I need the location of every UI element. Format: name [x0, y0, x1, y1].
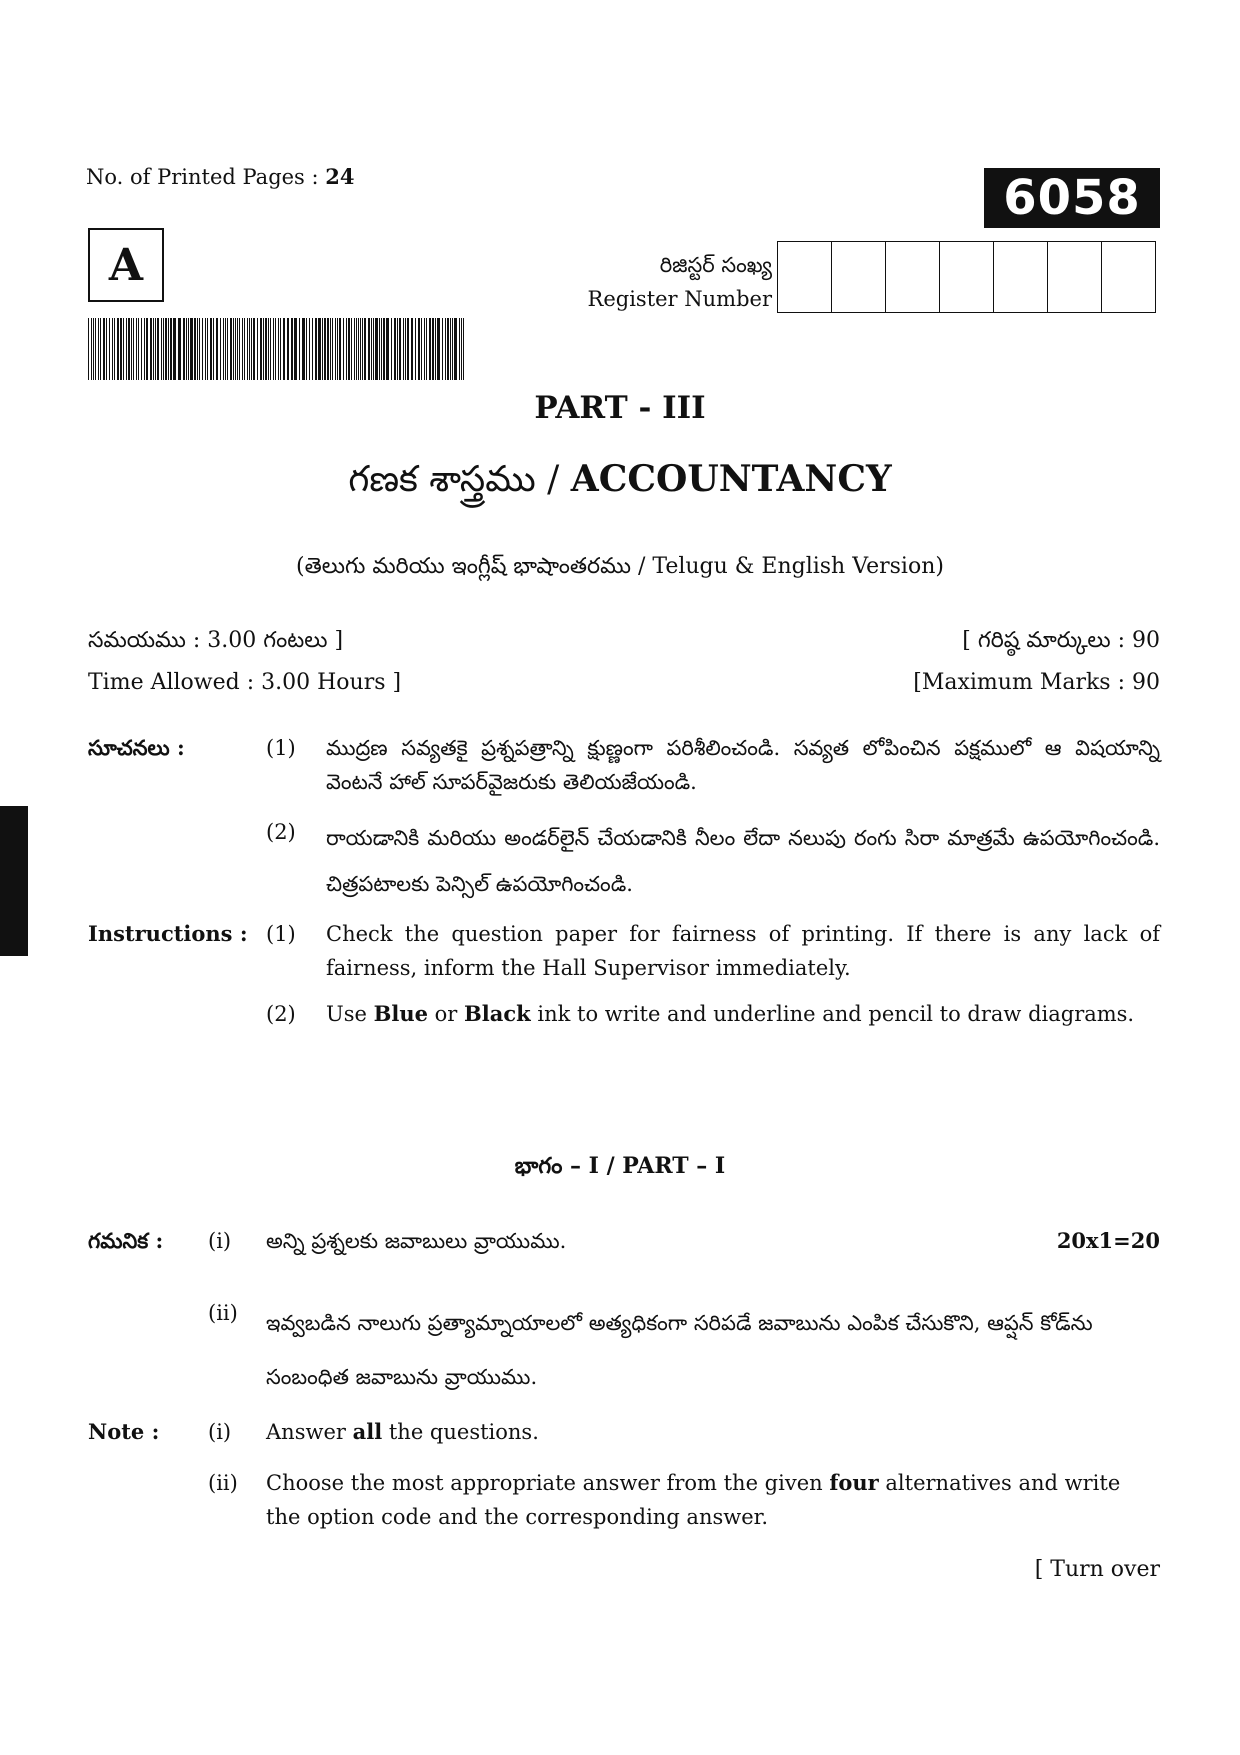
register-number-boxes[interactable]: [777, 241, 1156, 313]
subject-title-english: ACCOUNTANCY: [570, 458, 892, 500]
register-digit-cell[interactable]: [778, 242, 832, 312]
part-title: PART - III: [534, 390, 706, 426]
note-text-part: Answer: [266, 1420, 346, 1444]
time-allowed-english: Time Allowed : 3.00 Hours ]: [88, 670, 402, 695]
instruction-text: [326, 997, 1160, 1031]
note-text-part: alternatives and write the option code and the corresponding answer.: [266, 1471, 1121, 1529]
time-marks-telugu: [88, 628, 1160, 658]
note-text-part: Choose the most appropriate answer from the given: [266, 1471, 823, 1495]
instruction-text-part: ink to write and underline and pencil to draw diagrams.: [537, 1002, 1135, 1026]
register-label-english: Register Number: [587, 287, 772, 311]
note-bold-word: all: [352, 1419, 383, 1444]
instruction-bold-word: Blue: [373, 1001, 428, 1026]
note-text: ఇవ్వబడిన నాలుగు ప్రత్యామ్నాయాలలో అత్యధికంగా సరిపడే జవాబును ఎంపిక చేసుకొని, ఆప్షన్ కోడ్‌ను సంబంధిత జవాబును వ్రాయుము.: [266, 1311, 1093, 1389]
printed-pages-line: [86, 164, 355, 189]
register-label-telugu: రిజిస్టర్ సంఖ్య: [659, 253, 772, 277]
note-bold-word: four: [829, 1470, 879, 1495]
register-number-labels: [540, 248, 772, 316]
margin-alignment-mark: [0, 806, 28, 956]
instruction-bold-word: Black: [464, 1001, 531, 1026]
time-marks-english: [88, 670, 1160, 695]
turn-over-label: [ Turn over: [1034, 1557, 1160, 1582]
subject-title: [0, 458, 1240, 509]
note-text: అన్ని ప్రశ్నలకు జవాబులు వ్రాయుము.: [266, 1229, 567, 1253]
instruction-number: (1): [266, 922, 296, 946]
note-text: [266, 1466, 1160, 1534]
max-marks-english: [Maximum Marks : 90: [913, 670, 1160, 695]
subject-title-telugu: గణక శాస్త్రము /: [348, 459, 560, 500]
note-text: [266, 1415, 1160, 1449]
instructions-heading-telugu: సూచనలు :: [88, 735, 185, 760]
note-heading-english: Note :: [88, 1419, 160, 1444]
note-number: (i): [208, 1420, 232, 1444]
instruction-text: రాయడానికి మరియు అండర్‌లైన్ చేయడానికి నీలం లేదా నలుపు రంగు సిరా మాత్రమే ఉపయోగించండి. చిత్రపటాలకు పెన్సిల్ ఉపయోగించండి.: [326, 826, 1160, 896]
series-letter-box: A: [88, 228, 164, 302]
register-digit-cell[interactable]: [832, 242, 886, 312]
register-digit-cell[interactable]: [1102, 242, 1156, 312]
instruction-number: (2): [266, 820, 296, 844]
instruction-text-part: or: [434, 1002, 458, 1026]
marks-allocation: 20x1=20: [1056, 1228, 1160, 1253]
register-digit-cell[interactable]: [994, 242, 1048, 312]
version-line: (తెలుగు మరియు ఇంగ్లీష్ భాషాంతరము / Telugu & English Version): [296, 554, 944, 579]
instruction-text: ముద్రణ సవ్యతకై ప్రశ్నపత్రాన్ని క్షుణ్ణంగా పరిశీలించండి. సవ్యత లోపించిన పక్షములో ఆ విషయాన్ని వెంటనే హాల్ సూపర్‌వైజరుకు తెలియజేయండి.: [326, 736, 1160, 794]
note-heading-telugu: గమనిక :: [88, 1228, 164, 1253]
time-allowed-telugu: సమయము : 3.00 గంటలు ]: [88, 628, 344, 653]
note-text-part: the questions.: [388, 1420, 539, 1444]
instruction-text: Check the question paper for fairness of printing. If there is any lack of fairness, inform the Hall Supervisor immediately.: [326, 922, 1160, 980]
instruction-text-part: Use: [326, 1002, 367, 1026]
instruction-number: (2): [266, 1002, 296, 1026]
note-number: (ii): [208, 1301, 238, 1325]
paper-code-badge: 6058: [984, 168, 1160, 228]
instruction-number: (1): [266, 736, 296, 760]
note-number: (i): [208, 1229, 232, 1253]
register-digit-cell[interactable]: [940, 242, 994, 312]
printed-pages-label: No. of Printed Pages :: [86, 165, 319, 189]
barcode-icon: [88, 318, 466, 380]
register-digit-cell[interactable]: [1048, 242, 1102, 312]
part-one-heading: భాగం – I / PART – I: [514, 1153, 726, 1179]
printed-pages-value: 24: [325, 164, 355, 189]
instructions-heading-english: Instructions :: [88, 921, 248, 946]
max-marks-telugu: [ గరిష్ఠ మార్కులు : 90: [962, 628, 1160, 653]
register-digit-cell[interactable]: [886, 242, 940, 312]
note-number: (ii): [208, 1471, 238, 1495]
